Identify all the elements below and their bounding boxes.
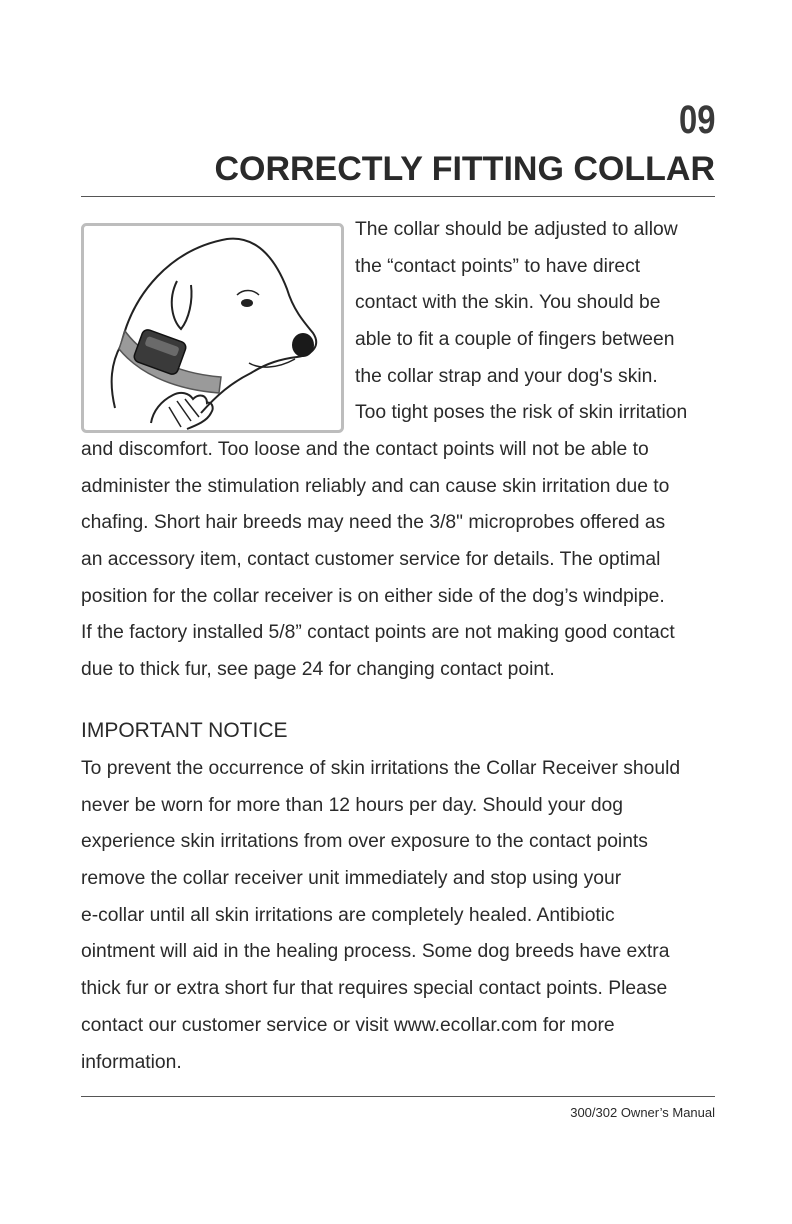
footer-divider xyxy=(81,1096,715,1097)
text-line: experience skin irritations from over exposure to the contact points xyxy=(81,831,648,853)
text-line: able to fit a couple of fingers between xyxy=(355,329,675,351)
text-line: contact our customer service or visit www.ecollar.com for more xyxy=(81,1014,615,1036)
page-number: 09 xyxy=(678,98,715,142)
dog-collar-illustration xyxy=(81,223,344,433)
text-line: e-collar until all skin irritations are completely healed. Antibiotic xyxy=(81,904,615,926)
text-line: the “contact points” to have direct xyxy=(355,255,641,277)
text-line: ointment will aid in the healing process. Some dog breeds have extra xyxy=(81,941,670,963)
important-notice-heading: IMPORTANT NOTICE xyxy=(81,719,288,742)
dog-eye xyxy=(241,299,253,307)
dog-nose xyxy=(292,333,314,357)
text-line: due to thick fur, see page 24 for changing contact point. xyxy=(81,659,555,681)
text-line: To prevent the occurrence of skin irritations the Collar Receiver should xyxy=(81,758,681,779)
text-line: never be worn for more than 12 hours per day. Should your dog xyxy=(81,794,623,816)
text-line: an accessory item, contact customer service for details. The optimal xyxy=(81,549,661,571)
text-line: position for the collar receiver is on either side of the dog’s windpipe. xyxy=(81,585,665,607)
footer-manual-title: 300/302 Owner’s Manual xyxy=(570,1105,715,1120)
text-line: and discomfort. Too loose and the contact points will not be able to xyxy=(81,439,649,460)
text-line: information. xyxy=(81,1051,182,1073)
page-title: CORRECTLY FITTING COLLAR xyxy=(214,150,715,188)
important-notice-paragraph xyxy=(81,751,680,1081)
intro-paragraph xyxy=(355,212,687,432)
body-paragraph xyxy=(81,432,675,689)
text-line: the collar strap and your dog's skin. xyxy=(355,365,658,387)
text-line: administer the stimulation reliably and can cause skin irritation due to xyxy=(81,475,670,497)
text-line: thick fur or extra short fur that requires special contact points. Please xyxy=(81,978,668,1000)
text-line: chafing. Short hair breeds may need the 3/8" microprobes offered as xyxy=(81,512,666,534)
text-line: contact with the skin. You should be xyxy=(355,292,661,314)
text-line: If the factory installed 5/8” contact points are not making good contact xyxy=(81,622,675,644)
text-line: remove the collar receiver unit immediately and stop using your xyxy=(81,868,622,890)
header-divider xyxy=(81,196,715,197)
text-line: The collar should be adjusted to allow xyxy=(355,219,678,240)
text-line: Too tight poses the risk of skin irritation xyxy=(355,402,688,424)
